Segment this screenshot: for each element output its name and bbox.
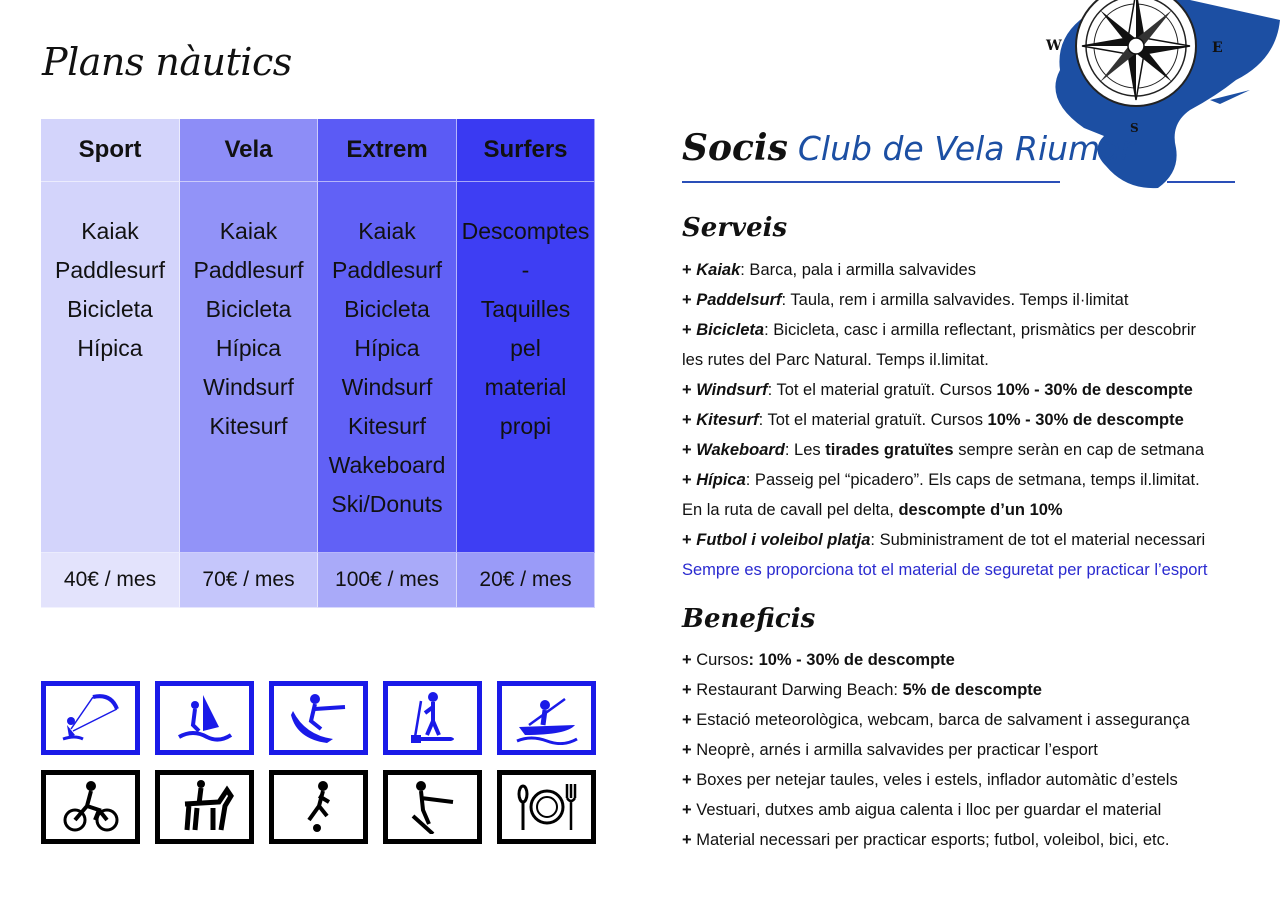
plan-item: Paddlesurf (193, 257, 304, 283)
service-line (682, 465, 1242, 495)
serveis-title: Serveis (682, 213, 788, 243)
bullet-plus: + (682, 411, 697, 429)
service-text: : Passeig pel “picadero”. Els caps de setmana, temps il.limitat. (745, 471, 1200, 489)
plan-item: Bicicleta (205, 296, 292, 322)
safety-note: Sempre es proporciona tot el material de seguretat per practicar l’esport (682, 561, 1208, 579)
plan-item: - (521, 257, 530, 283)
plan-item: Bicicleta (344, 296, 430, 322)
benefit-line (682, 705, 1242, 735)
title-underline (682, 181, 1060, 183)
benefit-line (682, 825, 1242, 855)
service-line (682, 345, 1242, 375)
compass-east-label: E (1212, 40, 1223, 56)
benefit-highlight: 5% de descompte (902, 681, 1042, 699)
plan-item: pel (510, 335, 541, 361)
club-title-name: Club de Vela Riumar (797, 129, 1134, 168)
plan-item: Ski/Donuts (331, 491, 443, 517)
service-highlight: 10% - 30% de descompte (996, 381, 1193, 399)
plan-item: material (484, 374, 567, 400)
wakeboard-icon (269, 681, 368, 755)
benefit-line (682, 765, 1242, 795)
kayak-icon (497, 681, 596, 755)
plan-items-sport (41, 182, 180, 553)
plan-price-vela: 70€ / mes (180, 553, 318, 608)
plan-header-extrem: Extrem (318, 119, 457, 182)
service-name: Paddelsurf (696, 291, 782, 309)
plan-item: Paddlesurf (332, 257, 442, 283)
bullet-plus: + (682, 771, 692, 789)
horse-riding-icon (155, 770, 254, 844)
water-sports-icon-row (41, 681, 596, 755)
benefit-highlight: : 10% - 30% de descompte (748, 651, 955, 669)
bullet-plus: + (682, 441, 697, 459)
bullet-plus: + (682, 651, 692, 669)
serveis-list (682, 255, 1242, 585)
plan-items-surfers (457, 182, 595, 553)
bullet-plus: + (682, 261, 697, 279)
service-text: : Bicicleta, casc i armilla reflectant, prismàtics per descobrir (764, 321, 1196, 339)
service-text: En la ruta de cavall pel delta, (682, 501, 899, 519)
service-name: Kitesurf (696, 411, 759, 429)
service-text: : Barca, pala i armilla salvavides (740, 261, 976, 279)
service-text: sempre seràn en cap de setmana (953, 441, 1205, 459)
land-sports-icon-row (41, 770, 596, 844)
plan-item: Kitesurf (209, 413, 288, 439)
benefit-line (682, 795, 1242, 825)
benefit-line (682, 735, 1242, 765)
plan-item: Windsurf (341, 374, 433, 400)
service-text: les rutes del Parc Natural. Temps il.limitat. (682, 351, 989, 369)
benefit-text: Neoprè, arnés i armilla salvavides per practicar l’esport (691, 741, 1098, 759)
benefit-text: Vestuari, dutxes amb aigua calenta i lloc per guardar el material (691, 801, 1162, 819)
bullet-plus: + (682, 831, 692, 849)
bullet-plus: + (682, 801, 692, 819)
plan-item: Paddlesurf (55, 257, 165, 283)
bullet-plus: + (682, 711, 692, 729)
bullet-plus: + (682, 291, 697, 309)
service-highlight: 10% - 30% de descompte (987, 411, 1184, 429)
bullet-plus: + (682, 471, 697, 489)
plan-items-extrem (318, 182, 457, 553)
service-text: : Taula, rem i armilla salvavides. Temps il·limitat (781, 291, 1129, 309)
plan-header-vela: Vela (180, 119, 318, 182)
benefit-text: Material necessari per practicar esports; futbol, voleibol, bici, etc. (691, 831, 1170, 849)
service-line (682, 315, 1242, 345)
bullet-plus: + (682, 681, 692, 699)
paddlesurf-icon (383, 681, 482, 755)
plan-header-sport: Sport (41, 119, 180, 182)
plans-table (41, 119, 595, 608)
bullet-plus: + (682, 531, 697, 549)
service-name: Windsurf (696, 381, 768, 399)
plan-price-extrem: 100€ / mes (318, 553, 457, 608)
service-text: : Tot el material gratuït. Cursos (767, 381, 997, 399)
title-underline-right (1167, 181, 1235, 183)
club-title (682, 127, 1134, 169)
service-name: Hípica (696, 471, 746, 489)
beneficis-list (682, 645, 1242, 855)
bullet-plus: + (682, 321, 697, 339)
plan-header-surfers: Surfers (457, 119, 595, 182)
plan-item: Taquilles (480, 296, 571, 322)
plan-item: Kaiak (81, 218, 139, 244)
cycling-icon (41, 770, 140, 844)
benefit-line (682, 675, 1242, 705)
service-highlight: descompte d’un 10% (898, 501, 1063, 519)
benefit-text: Cursos (691, 651, 749, 669)
benefit-text: Boxes per netejar taules, veles i estels, inflador automàtic d’estels (691, 771, 1178, 789)
waterski-icon (383, 770, 482, 844)
activity-icons (41, 681, 596, 859)
plan-items-vela (180, 182, 318, 553)
service-line (682, 525, 1242, 555)
service-highlight: tirades gratuïtes (825, 441, 954, 459)
windsurf-icon (155, 681, 254, 755)
service-line (682, 255, 1242, 285)
football-icon (269, 770, 368, 844)
benefit-text: Estació meteorològica, webcam, barca de salvament i assegurança (691, 711, 1190, 729)
plan-item: Kitesurf (348, 413, 426, 439)
restaurant-icon (497, 770, 596, 844)
service-name: Kaiak (696, 261, 741, 279)
compass-west-label: W (1046, 38, 1062, 54)
bullet-plus: + (682, 381, 697, 399)
plan-item: Hípica (215, 335, 282, 361)
plan-item: Wakeboard (328, 452, 446, 478)
plan-item: Hípica (77, 335, 143, 361)
plan-price-surfers: 20€ / mes (457, 553, 595, 608)
plan-item: propi (499, 413, 552, 439)
service-line (682, 495, 1242, 525)
compass-south-label: S (1130, 121, 1139, 135)
service-name: Bicicleta (696, 321, 765, 339)
plan-item: Windsurf (203, 374, 294, 400)
service-text: : Tot el material gratuït. Cursos (758, 411, 988, 429)
service-line (682, 285, 1242, 315)
service-line (682, 405, 1242, 435)
service-line (682, 435, 1242, 465)
service-line (682, 375, 1242, 405)
service-text: : Subministrament de tot el material necessari (870, 531, 1206, 549)
beneficis-title: Beneficis (682, 604, 816, 634)
plan-price-sport: 40€ / mes (41, 553, 180, 608)
club-title-socis: Socis (682, 127, 788, 169)
plan-item: Kaiak (358, 218, 416, 244)
benefit-line (682, 645, 1242, 675)
plan-item: Hípica (354, 335, 420, 361)
plan-item: Bicicleta (67, 296, 153, 322)
kitesurf-icon (41, 681, 140, 755)
plan-item: Descomptes (461, 218, 590, 244)
bullet-plus: + (682, 741, 692, 759)
plans-title: Plans nàutics (42, 40, 292, 84)
plan-item: Kaiak (219, 218, 278, 244)
service-name: Futbol i voleibol platja (696, 531, 871, 549)
service-name: Wakeboard (696, 441, 785, 459)
benefit-text: Restaurant Darwing Beach: (691, 681, 903, 699)
service-text: : Les (784, 441, 826, 459)
